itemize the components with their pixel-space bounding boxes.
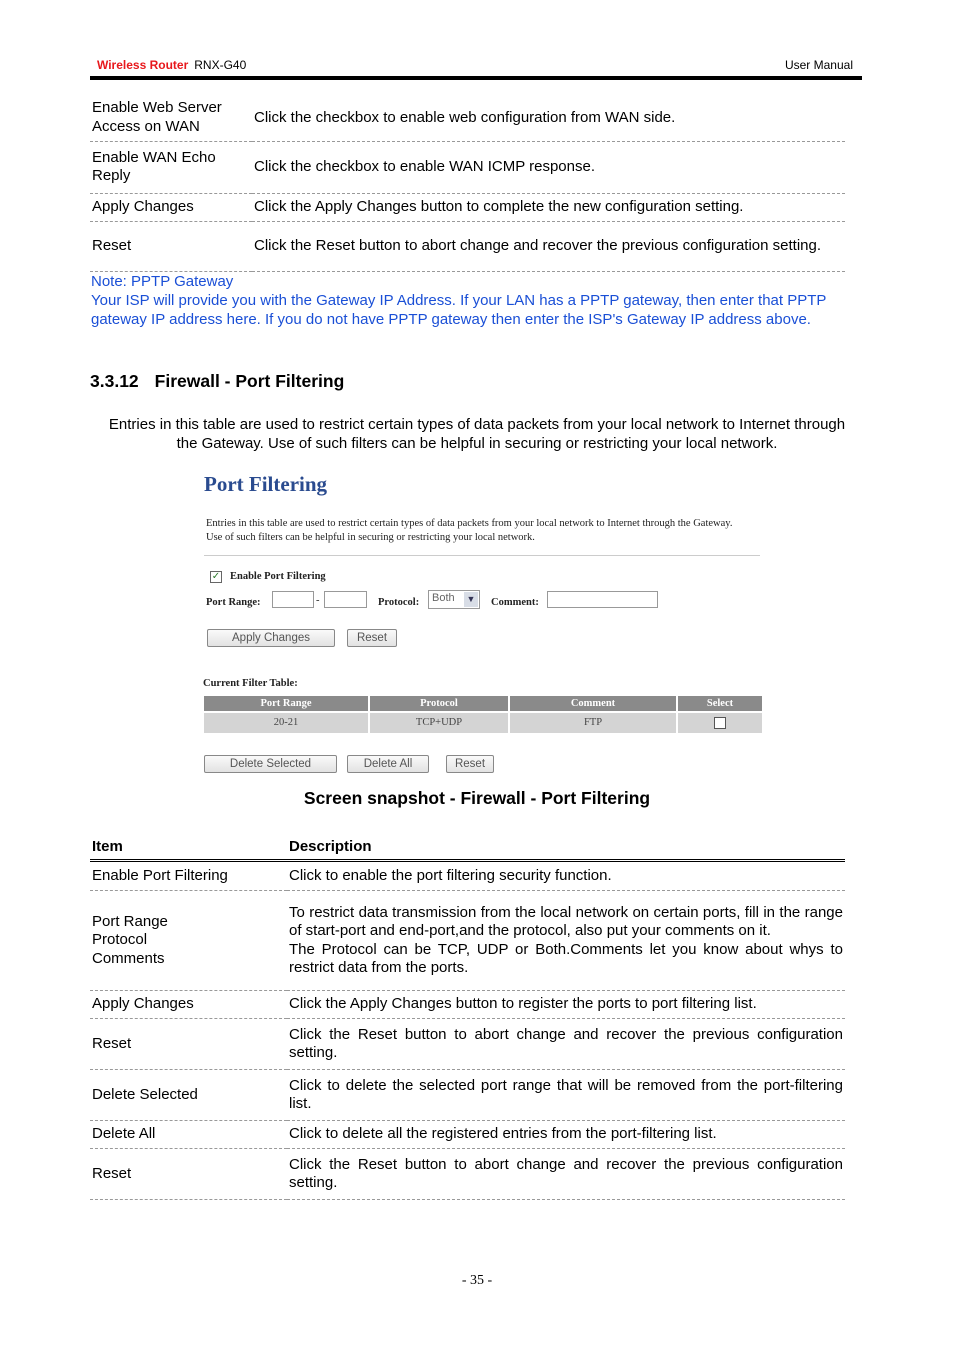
description-cell: Click the Reset button to abort change and recover the previous configuration setting.	[252, 221, 845, 271]
cell-comment: FTP	[510, 713, 676, 733]
header-brand: Wireless Router	[97, 58, 189, 72]
table-row	[90, 193, 845, 221]
note-title: Note: PPTP Gateway	[91, 273, 234, 290]
column-header-item: Item	[90, 836, 287, 861]
section-intro: Entries in this table are used to restrict certain types of data packets from your local network to Internet through the Gateway. Use of such filters can be helpful in securing or restricting your local network.	[108, 416, 846, 452]
description-cell: Click the checkbox to enable web configuration from WAN side.	[252, 95, 845, 141]
row-select-checkbox[interactable]	[714, 717, 726, 729]
comment-input[interactable]	[547, 591, 658, 608]
port-filtering-screenshot	[196, 467, 770, 781]
table-row	[90, 221, 845, 271]
description-paragraph: To restrict data transmission from the local network on certain ports, fill in the range of start-port and end-port,and the protocol, also put your comments on it.	[289, 903, 843, 939]
description-cell: Click the Reset button to abort change and recover the previous configuration setting.	[287, 1149, 845, 1200]
column-header-protocol: Protocol	[370, 696, 508, 711]
settings-description-table	[90, 95, 845, 272]
reset-button[interactable]: Reset	[347, 629, 397, 647]
figure-caption: Screen snapshot - Firewall - Port Filtering	[303, 788, 651, 808]
reset-table-button[interactable]: Reset	[446, 755, 494, 773]
column-header-description: Description	[287, 836, 845, 861]
description-cell: Click the Apply Changes button to complete the new configuration setting.	[252, 193, 845, 221]
header-model: RNX-G40	[194, 58, 247, 72]
item-cell: Enable WAN Echo Reply	[90, 141, 252, 193]
item-cell: Apply Changes	[90, 991, 287, 1019]
protocol-selected-value: Both	[432, 592, 455, 604]
cell-select	[678, 713, 762, 733]
table-row	[90, 95, 845, 141]
table-header-row	[90, 836, 845, 861]
header-left	[97, 58, 246, 72]
column-header-comment: Comment	[510, 696, 676, 711]
description-cell: Click the checkbox to enable WAN ICMP response.	[252, 141, 845, 193]
page-title: Port Filtering	[204, 472, 328, 496]
table-row	[90, 1149, 845, 1200]
comment-label: Comment:	[491, 597, 539, 608]
description-paragraph: The Protocol can be TCP, UDP or Both.Comments let you know about whys to restrict data from the ports.	[289, 940, 843, 976]
port-range-separator: -	[316, 595, 320, 606]
item-cell: Enable Web Server Access on WAN	[90, 95, 252, 141]
port-range-label: Port Range:	[206, 597, 261, 608]
table-row	[90, 141, 845, 193]
table-row	[90, 991, 845, 1019]
protocol-select[interactable]	[428, 590, 480, 609]
column-header-port-range: Port Range	[204, 696, 368, 711]
column-header-select: Select	[678, 696, 762, 711]
item-cell: Reset	[90, 1019, 287, 1070]
header-rule	[90, 76, 862, 80]
item-line: Port Range	[92, 912, 168, 930]
cell-port-range: 20-21	[204, 713, 368, 733]
item-cell: Delete Selected	[90, 1070, 287, 1121]
table-row	[90, 891, 845, 991]
cell-protocol: TCP+UDP	[370, 713, 508, 733]
enable-port-filtering-checkbox[interactable]: ✓	[211, 571, 221, 582]
description-cell: Click to delete the selected port range that will be removed from the port-filtering list.	[287, 1070, 845, 1121]
item-line: Protocol	[92, 931, 148, 949]
item-cell: Delete All	[90, 1121, 287, 1149]
table-row	[90, 1121, 845, 1149]
pptp-gateway-note	[91, 272, 856, 329]
item-cell: Reset	[90, 1149, 287, 1200]
delete-all-button[interactable]: Delete All	[347, 755, 429, 773]
section-heading	[90, 371, 344, 392]
item-line: Comments	[92, 949, 165, 967]
note-body: Your ISP will provide you with the Gateway IP Address. If your LAN has a PPTP gateway, then enter that PPTP gateway IP address here. If you do not have PPTP gateway then enter the ISP's Gateway IP address above.	[91, 292, 827, 328]
enable-port-filtering-label: Enable Port Filtering	[230, 571, 326, 582]
filter-table-title: Current Filter Table:	[203, 678, 298, 689]
divider	[204, 555, 760, 556]
page-description: Entries in this table are used to restrict certain types of data packets from your local network to Internet through the Gateway. Use of such filters can be helpful in securing or restricting your local network.	[206, 518, 733, 543]
delete-selected-button[interactable]: Delete Selected	[204, 755, 337, 773]
item-cell: Reset	[90, 221, 252, 271]
table-row	[90, 1070, 845, 1121]
port-range-end-input[interactable]	[324, 591, 367, 608]
port-range-start-input[interactable]	[272, 591, 314, 608]
item-cell: Enable Port Filtering	[90, 861, 287, 891]
description-cell: Click to delete all the registered entries from the port-filtering list.	[287, 1121, 845, 1149]
table-row	[90, 861, 845, 891]
protocol-label: Protocol:	[378, 597, 420, 608]
port-filtering-description-table	[90, 836, 845, 1200]
chevron-down-icon: ▼	[464, 592, 478, 607]
item-cell	[90, 891, 287, 991]
description-cell: Click the Reset button to abort change and recover the previous configuration setting.	[287, 1019, 845, 1070]
page-number: - 35 -	[461, 1273, 493, 1288]
description-cell: Click to enable the port filtering security function.	[287, 861, 845, 891]
header-doc-title: User Manual	[784, 58, 853, 72]
table-row	[90, 1019, 845, 1070]
description-cell: Click the Apply Changes button to register the ports to port filtering list.	[287, 991, 845, 1019]
section-number: 3.3.12	[90, 371, 139, 391]
section-title: Firewall - Port Filtering	[154, 371, 345, 391]
description-cell	[287, 891, 845, 991]
item-cell: Apply Changes	[90, 193, 252, 221]
apply-changes-button[interactable]: Apply Changes	[207, 629, 335, 647]
